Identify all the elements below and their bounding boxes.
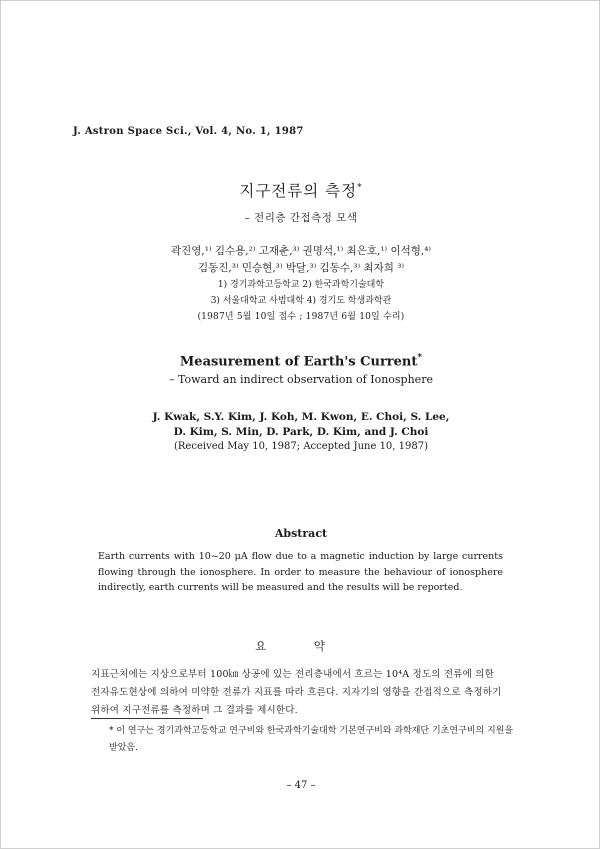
korean-title bbox=[1, 179, 600, 201]
page-number: – 47 – bbox=[286, 780, 316, 791]
korean-abstract-heading: 요 약 bbox=[255, 639, 347, 653]
footnote: * 이 연구는 경기과학고등학교 연구비와 한국과학기술대학 기본연구비와 과학재단 기초연구비의 지원을 받았음. bbox=[109, 726, 514, 753]
korean-received-date: (1987년 5월 10일 접수 ; 1987년 6월 10일 수리) bbox=[197, 312, 405, 322]
journal-citation: J. Astron Space Sci., Vol. 4, No. 1, 1987 bbox=[73, 126, 304, 137]
english-authors-line1: J. Kwak, S.Y. Kim, J. Koh, M. Kwon, E. Choi, S. Lee, bbox=[152, 411, 450, 423]
english-title-text: Measurement of Earth's Current bbox=[179, 354, 418, 370]
english-title bbox=[1, 353, 600, 369]
korean-affiliations-line2: 3) 서울대학교 사범대학 4) 경기도 학생과학관 bbox=[210, 296, 392, 306]
korean-title-footnote-mark: * bbox=[357, 182, 363, 193]
english-subtitle: – Toward an indirect observation of Ionosphere bbox=[169, 373, 433, 386]
korean-subtitle: – 전리층 간접측정 모색 bbox=[244, 212, 358, 224]
korean-affiliations-line1: 1) 경기과학고등학교 2) 한국과학기술대학 bbox=[217, 280, 385, 290]
korean-authors-line1: 곽진영,¹⁾ 김수용,²⁾ 고재춘,³⁾ 권명석,¹⁾ 최은호,¹⁾ 이석형,⁴⁾ bbox=[170, 245, 432, 257]
english-title-footnote-mark: * bbox=[417, 353, 423, 363]
english-received-date: (Received May 10, 1987; Accepted June 10, 1987) bbox=[174, 441, 428, 452]
korean-authors-line2: 김동진,³⁾ 민승현,³⁾ 박달,³⁾ 김동수,³⁾ 최자희 ³⁾ bbox=[198, 262, 404, 274]
abstract-text: Earth currents with 10~20 μA flow due to a magnetic induction by large currents flowing through the ionosphere. In order to measure the behaviour of ionosphere indirectly, earth currents will be measured and the results will be reported. bbox=[98, 551, 503, 593]
footnote-divider bbox=[91, 718, 203, 719]
english-authors-line2: D. Kim, S. Min, D. Park, D. Kim, and J. Choi bbox=[173, 426, 429, 438]
korean-abstract-text: 지표근처에는 지상으로부터 100㎞ 상공에 있는 전리층내에서 흐르는 10⁴A 정도의 전류에 의한 전자유도현상에 의하여 미약한 전류가 지표를 따라 흐른다. 지자기의 영향을 간접적으로 측정하기 위하여 지구전류를 측정하며 그 결과를 제시한다. bbox=[91, 669, 502, 716]
korean-title-text: 지구전류의 측정 bbox=[239, 182, 358, 200]
abstract-heading: Abstract bbox=[274, 527, 328, 540]
